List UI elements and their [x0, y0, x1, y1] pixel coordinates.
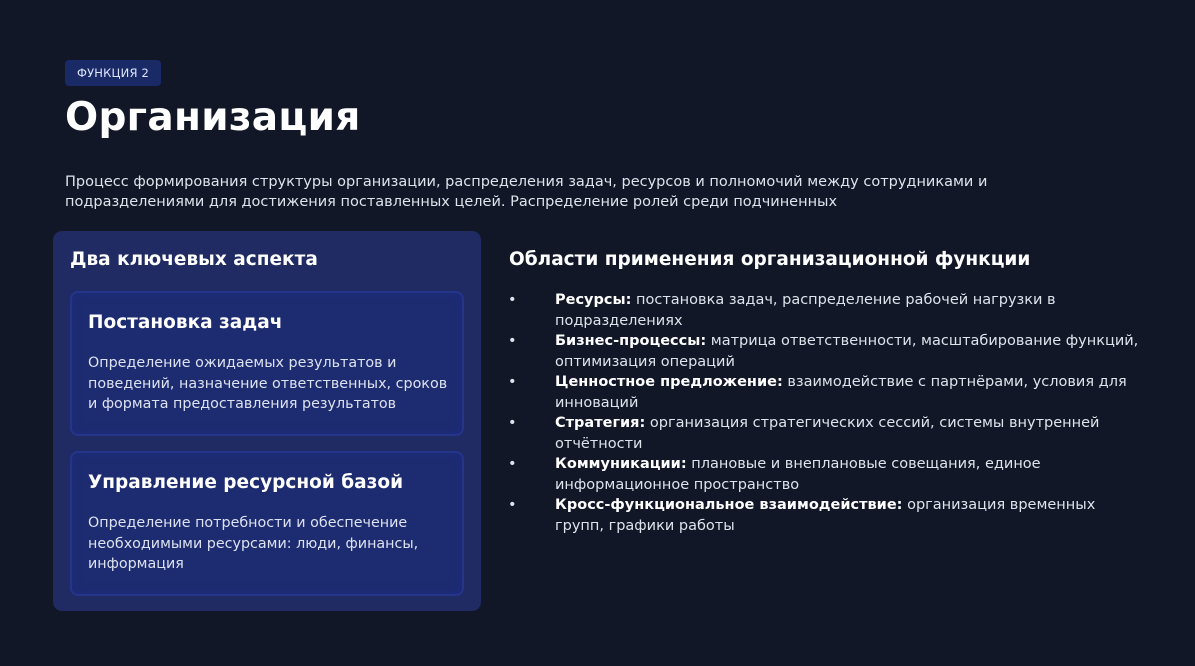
list-item-text: постановка задач, распределение рабочей нагрузки в подразделениях	[555, 292, 1056, 329]
aspect-card-resource-management	[70, 451, 464, 596]
list-item	[505, 290, 1145, 331]
bullet-icon: •	[508, 333, 517, 349]
bullet-icon: •	[508, 374, 517, 390]
aspect-card-title: Управление ресурсной базой	[88, 472, 404, 493]
key-aspects-panel	[53, 231, 481, 611]
application-areas-heading: Области применения организационной функции	[509, 249, 1031, 270]
list-item	[505, 495, 1145, 536]
list-item-text: организация стратегических сессий, системы внутренней отчётности	[555, 415, 1100, 452]
list-item	[505, 372, 1145, 413]
list-item-text: взаимодействие с партнёрами, условия для инноваций	[555, 374, 1127, 411]
bullet-icon: •	[508, 497, 517, 513]
aspect-card-title: Постановка задач	[88, 312, 283, 333]
aspect-card-text: Определение ожидаемых результатов и поведений, назначение ответственных, сроков и формата предоставления результатов	[88, 355, 448, 412]
list-item	[505, 331, 1145, 372]
list-item	[505, 413, 1145, 454]
aspect-card-text: Определение потребности и обеспечение необходимыми ресурсами: люди, финансы, информация	[88, 515, 419, 572]
list-item-term: Кросс-функциональное взаимодействие:	[555, 497, 903, 513]
list-item-text: плановые и внеплановые совещания, единое информационное пространство	[555, 456, 1041, 493]
list-item-term: Коммуникации:	[555, 456, 687, 472]
bullet-icon: •	[508, 292, 517, 308]
function-badge: ФУНКЦИЯ 2	[65, 60, 161, 86]
list-item-term: Ценностное предложение:	[555, 374, 783, 390]
list-item-text: организация временных групп, графики работы	[555, 497, 1096, 534]
list-item-term: Бизнес-процессы:	[555, 333, 707, 349]
bullet-icon: •	[508, 456, 517, 472]
key-aspects-heading: Два ключевых аспекта	[70, 249, 318, 270]
page-title: Организация	[65, 95, 361, 140]
list-item	[505, 454, 1145, 495]
bullet-icon: •	[508, 415, 517, 431]
application-areas-list	[505, 290, 1145, 536]
intro-paragraph: Процесс формирования структуры организации, распределения задач, ресурсов и полномочий между сотрудниками и подразделениями для достижения поставленных целей. Распределение ролей среди подчиненных	[65, 174, 988, 210]
aspect-card-task-setting	[70, 291, 464, 436]
list-item-term: Стратегия:	[555, 415, 646, 431]
list-item-text: матрица ответственности, масштабирование функций, оптимизация операций	[555, 333, 1139, 370]
list-item-term: Ресурсы:	[555, 292, 632, 308]
